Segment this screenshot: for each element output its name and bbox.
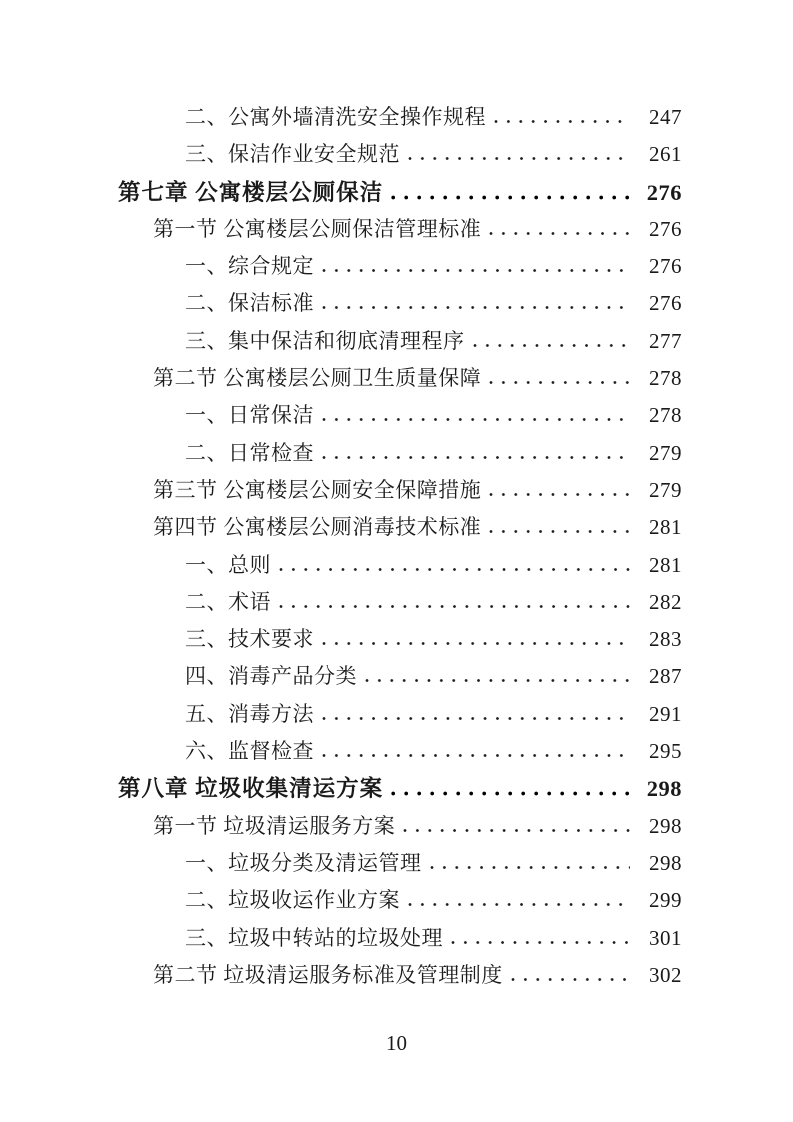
toc-entry-label: 二、日常检查 [185, 440, 314, 465]
toc-leader-dots [489, 529, 630, 534]
toc-entry-page: 299 [649, 888, 682, 913]
toc-entry-page: 287 [649, 664, 682, 689]
toc-entry-page: 281 [649, 552, 682, 577]
toc-entry [118, 733, 682, 770]
toc-entry-page: 276 [649, 291, 682, 316]
toc-entry [118, 211, 682, 248]
toc-leader-dots [430, 865, 631, 870]
toc-entry-page: 279 [649, 477, 682, 502]
toc-entry-label: 第四节 公寓楼层公厕消毒技术标准 [153, 515, 482, 540]
toc-entry-page: 301 [649, 925, 682, 950]
toc-entry-label: 第三节 公寓楼层公厕安全保障措施 [153, 477, 482, 502]
toc-leader-dots [279, 567, 630, 572]
toc-entry [118, 136, 682, 173]
toc-entry [118, 248, 682, 285]
toc-entry-page: 281 [649, 515, 682, 540]
toc-leader-dots [322, 753, 630, 758]
toc-entry-page: 302 [649, 962, 682, 987]
toc-entry [118, 621, 682, 658]
toc-entry-label: 二、垃圾收运作业方案 [185, 888, 400, 913]
toc-entry-page: 291 [649, 701, 682, 726]
toc-leader-dots [365, 678, 630, 683]
toc-leader-dots [322, 417, 630, 422]
toc-leader-dots [391, 791, 630, 796]
toc-entry-label: 一、垃圾分类及清运管理 [185, 850, 422, 875]
toc-entry-label: 一、总则 [185, 552, 271, 577]
toc-entry-page: 276 [649, 254, 682, 279]
toc-entry-page: 279 [649, 440, 682, 465]
toc-entry-page: 282 [649, 589, 682, 614]
toc-entry-label: 二、公寓外墙清洗安全操作规程 [185, 105, 486, 129]
toc-leader-dots [322, 716, 630, 721]
toc-leader-dots [489, 492, 630, 497]
toc-entry [118, 770, 682, 807]
toc-entry [118, 323, 682, 360]
toc-leader-dots [322, 268, 630, 273]
toc-entry-page: 276 [649, 216, 682, 241]
toc-entry [118, 845, 682, 882]
toc-entry-page: 261 [649, 142, 682, 167]
toc-entry-page: 247 [649, 105, 682, 129]
toc-entry [118, 99, 682, 136]
toc-entry-label: 三、垃圾中转站的垃圾处理 [185, 925, 443, 950]
toc-entry [118, 808, 682, 845]
toc-entry-page: 278 [649, 403, 682, 428]
toc-leader-dots [451, 940, 630, 945]
toc-entry [118, 285, 682, 322]
toc-entry-label: 二、术语 [185, 589, 271, 614]
toc-entry-page: 276 [646, 179, 682, 205]
toc-entry-page: 283 [649, 627, 682, 652]
toc-leader-dots [489, 231, 630, 236]
toc-entry-label: 第二节 公寓楼层公厕卫生质量保障 [153, 366, 482, 391]
toc-leader-dots [494, 119, 630, 124]
toc-leader-dots [322, 641, 630, 646]
toc-entry [118, 882, 682, 919]
toc-entry [118, 509, 682, 546]
toc-entry-page: 298 [646, 776, 682, 802]
toc-entry-label: 一、日常保洁 [185, 403, 314, 428]
toc-entry [118, 174, 682, 211]
toc-entry-label: 第一节 公寓楼层公厕保洁管理标准 [153, 216, 482, 241]
toc-entry-label: 三、保洁作业安全规范 [185, 142, 400, 167]
table-of-contents [118, 99, 682, 994]
toc-entry-label: 三、技术要求 [185, 627, 314, 652]
page-footer [0, 1028, 793, 1058]
toc-leader-dots [279, 604, 630, 609]
toc-leader-dots [403, 828, 630, 833]
toc-leader-dots [511, 977, 630, 982]
toc-entry-label: 第二节 垃圾清运服务标准及管理制度 [153, 962, 503, 987]
toc-entry-label: 二、保洁标准 [185, 291, 314, 316]
toc-entry-label: 第八章 垃圾收集清运方案 [118, 776, 384, 802]
toc-entry-page: 298 [649, 850, 682, 875]
toc-entry [118, 920, 682, 957]
toc-entry [118, 360, 682, 397]
footer-page-number: 10 [386, 1031, 407, 1055]
toc-leader-dots [408, 156, 630, 161]
toc-entry [118, 397, 682, 434]
toc-entry [118, 957, 682, 994]
toc-entry-page: 278 [649, 366, 682, 391]
toc-leader-dots [408, 902, 630, 907]
toc-entry-label: 一、综合规定 [185, 254, 314, 279]
toc-entry [118, 584, 682, 621]
toc-entry-label: 五、消毒方法 [185, 701, 314, 726]
toc-entry-label: 四、消毒产品分类 [185, 664, 357, 689]
toc-leader-dots [473, 343, 631, 348]
toc-entry-label: 第一节 垃圾清运服务方案 [153, 813, 396, 838]
toc-leader-dots [322, 455, 630, 460]
toc-entry-page: 295 [649, 739, 682, 764]
toc-entry-label: 第七章 公寓楼层公厕保洁 [118, 179, 384, 205]
toc-entry [118, 696, 682, 733]
toc-entry [118, 547, 682, 584]
toc-entry-label: 三、集中保洁和彻底清理程序 [185, 328, 465, 353]
toc-leader-dots [322, 305, 630, 310]
toc-entry [118, 435, 682, 472]
toc-leader-dots [489, 380, 630, 385]
toc-entry [118, 658, 682, 695]
toc-leader-dots [391, 195, 630, 200]
toc-entry-page: 277 [649, 328, 682, 353]
toc-entry [118, 472, 682, 509]
toc-entry-page: 298 [649, 813, 682, 838]
toc-entry-label: 六、监督检查 [185, 739, 314, 764]
